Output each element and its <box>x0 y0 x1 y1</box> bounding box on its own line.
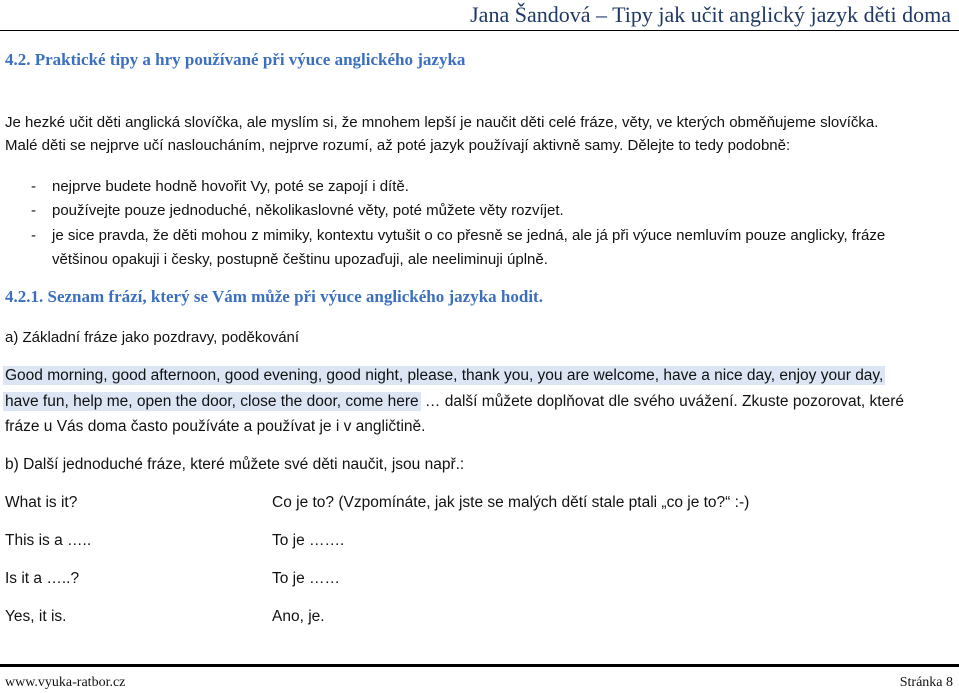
header-divider <box>0 30 959 31</box>
phrase-cz-3: To je …… <box>272 570 341 587</box>
footer-url: www.vyuka-ratbor.cz <box>5 675 126 690</box>
part-a-title: a) Základní fráze jako pozdravy, poděkování <box>5 329 300 346</box>
part-a-line-2-rest: … další můžete doplňovat dle svého uvážení. Zkuste pozorovat, které <box>420 393 904 410</box>
highlighted-phrases-2: have fun, help me, open the door, close the door, come here <box>5 393 419 410</box>
phrase-cz-2: To je ……. <box>272 532 345 549</box>
phrase-en-4: Yes, it is. <box>5 608 67 625</box>
part-a-line-2 <box>3 393 904 411</box>
bullet-dash-2: - <box>31 202 36 219</box>
phrase-en-2: This is a ….. <box>5 532 92 549</box>
bullet-dash-3: - <box>31 227 36 244</box>
phrase-cz-1: Co je to? (Vzpomínáte, jak jste se malých dětí stale ptali „co je to?“ :-) <box>272 494 750 511</box>
part-a-line-1 <box>3 367 885 385</box>
bullet-dash-1: - <box>31 178 36 195</box>
part-a-line-3: fráze u Vás doma často používáte a používat je i v angličtině. <box>5 418 426 435</box>
subsection-heading: 4.2.1. Seznam frází, který se Vám může při výuce anglického jazyka hodit. <box>5 287 543 306</box>
bullet-item-3-line-1: je sice pravda, že děti mohou z mimiky, kontextu vytušit o co přesně se jedná, ale já při výuce nemluvím pouze anglicky, fráze <box>52 227 886 244</box>
highlighted-phrases-1: Good morning, good afternoon, good evening, good night, please, thank you, you are welcome, have a nice day, enjoy your day, <box>5 367 884 384</box>
phrase-en-3: Is it a …..? <box>5 570 80 587</box>
intro-line-2: Malé děti se nejprve učí nasloucháním, nejprve rozumí, až poté jazyk používají aktivně samy. Dělejte to tedy podobně: <box>5 137 791 154</box>
footer-divider <box>0 664 959 667</box>
part-b-title: b) Další jednoduché fráze, které můžete své děti naučit, jsou např.: <box>5 456 465 473</box>
footer-page-number: Stránka 8 <box>899 675 953 690</box>
bullet-item-1: nejprve budete hodně hovořit Vy, poté se zapojí i dítě. <box>52 178 409 195</box>
page-header-title: Jana Šandová – Tipy jak učit anglický jazyk děti doma <box>470 2 951 27</box>
phrase-en-1: What is it? <box>5 494 78 511</box>
bullet-item-2: používejte pouze jednoduché, několikaslovné věty, poté můžete věty rozvíjet. <box>52 202 564 219</box>
bullet-item-3-line-2: většinou opakuji i česky, postupně češtinu upozaďuji, ale neeliminuji úplně. <box>52 251 548 268</box>
section-heading: 4.2. Praktické tipy a hry používané při výuce anglického jazyka <box>5 50 466 69</box>
intro-line-1: Je hezké učit děti anglická slovíčka, ale myslím si, že mnohem lepší je naučit děti celé fráze, věty, ve kterých obměňujeme slovíčka. <box>5 114 879 131</box>
phrase-cz-4: Ano, je. <box>272 608 325 625</box>
